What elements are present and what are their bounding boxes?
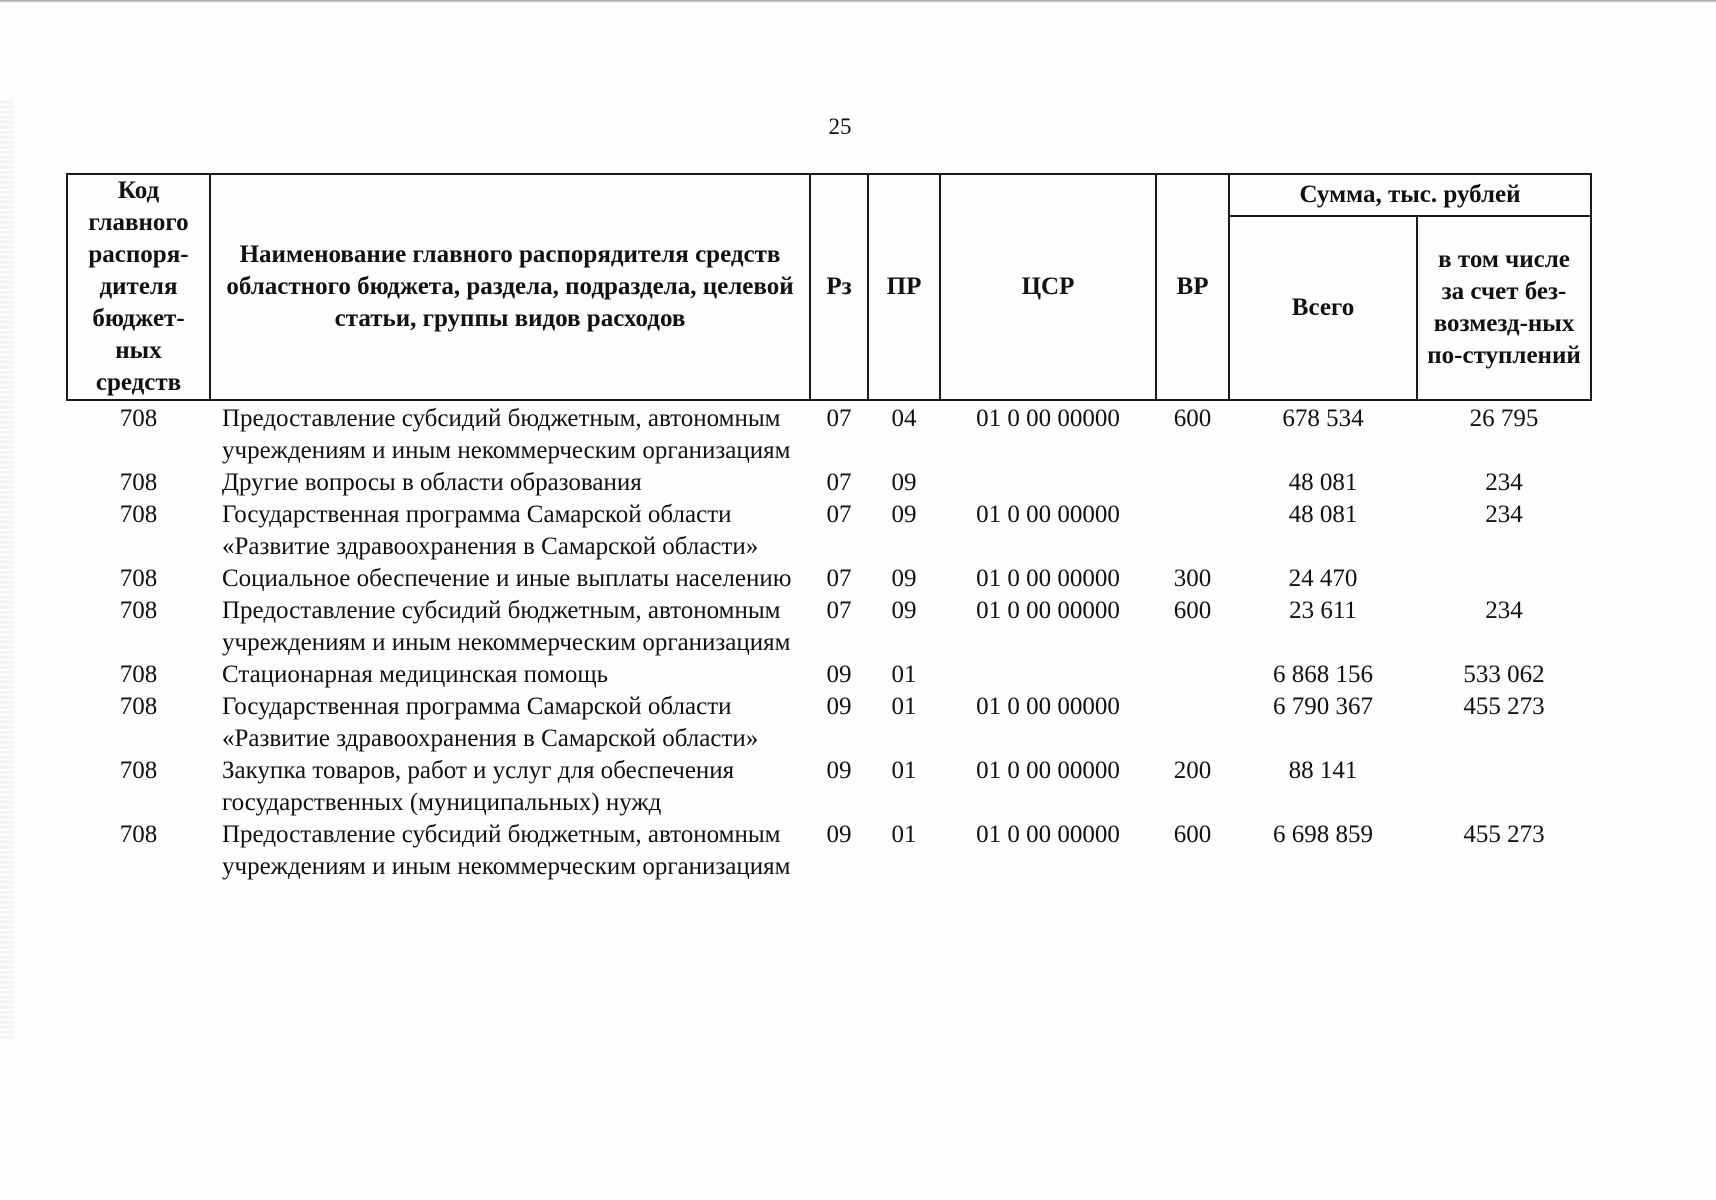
cell-total: 24 470 xyxy=(1288,565,1358,592)
table-row xyxy=(67,755,1591,819)
cell-csr: 01 0 00 00000 xyxy=(976,821,1120,848)
header-vr: ВР xyxy=(1156,174,1229,400)
header-sum-group: Сумма, тыс. рублей xyxy=(1229,174,1591,216)
cell-code: 708 xyxy=(119,661,158,688)
cell-rz: 07 xyxy=(826,405,852,432)
cell-code: 708 xyxy=(119,405,158,432)
cell-code: 708 xyxy=(119,757,158,784)
cell-vr: 300 xyxy=(1173,565,1212,592)
cell-gratuitous: 234 xyxy=(1485,597,1523,624)
cell-csr: 01 0 00 00000 xyxy=(976,597,1120,624)
cell-name: Закупка товаров, работ и услуг для обеспечения государственных (муниципальных) нужд xyxy=(222,757,735,816)
cell-rz: 07 xyxy=(826,565,852,592)
header-code: Код главного распоря-дителя бюджет-ных средств xyxy=(67,174,210,400)
table-body xyxy=(67,400,1591,883)
cell-code: 708 xyxy=(119,821,158,848)
cell-vr xyxy=(1156,659,1229,691)
cell-pr: 01 xyxy=(891,821,917,848)
cell-code: 708 xyxy=(119,565,158,592)
scan-edge xyxy=(0,0,1716,3)
cell-gratuitous: 455 273 xyxy=(1463,821,1545,848)
cell-total: 6 868 156 xyxy=(1273,661,1373,688)
table-header xyxy=(67,174,1591,400)
cell-name: Государственная программа Самарской области «Развитие здравоохранения в Самарской области» xyxy=(222,693,759,752)
table-row xyxy=(67,819,1591,883)
table-row xyxy=(67,400,1591,467)
table-row xyxy=(67,499,1591,563)
cell-vr: 600 xyxy=(1173,597,1212,624)
cell-name: Предоставление субсидий бюджетным, автономным учреждениям и иным некоммерческим организациям xyxy=(222,821,791,880)
cell-total: 23 611 xyxy=(1289,597,1357,624)
budget-table xyxy=(66,173,1592,883)
cell-pr: 09 xyxy=(891,597,917,624)
cell-pr: 01 xyxy=(891,661,917,688)
cell-pr: 01 xyxy=(891,693,917,720)
cell-rz: 09 xyxy=(826,821,852,848)
cell-csr xyxy=(940,659,1156,691)
cell-csr: 01 0 00 00000 xyxy=(976,501,1120,528)
table-row xyxy=(67,595,1591,659)
cell-vr: 200 xyxy=(1173,757,1212,784)
table-row xyxy=(67,467,1591,499)
cell-total: 48 081 xyxy=(1288,501,1358,528)
cell-gratuitous: 455 273 xyxy=(1463,693,1545,720)
header-csr: ЦСР xyxy=(940,174,1156,400)
header-gratuitous: в том числе за счет без-возмезд-ных по-ступлений xyxy=(1417,216,1591,400)
cell-name: Предоставление субсидий бюджетным, автономным учреждениям и иным некоммерческим организациям xyxy=(222,597,791,656)
cell-name: Предоставление субсидий бюджетным, автономным учреждениям и иным некоммерческим организациям xyxy=(222,405,791,464)
cell-pr: 04 xyxy=(891,405,917,432)
cell-csr: 01 0 00 00000 xyxy=(976,693,1120,720)
cell-total: 678 534 xyxy=(1282,405,1364,432)
cell-rz: 09 xyxy=(826,757,852,784)
header-name: Наименование главного распорядителя средств областного бюджета, раздела, подраздела, целевой статьи, группы видов расходов xyxy=(210,174,810,400)
cell-rz: 09 xyxy=(826,693,852,720)
scan-binding-edge xyxy=(0,100,14,1040)
cell-pr: 01 xyxy=(891,757,917,784)
cell-pr: 09 xyxy=(891,501,917,528)
cell-rz: 07 xyxy=(826,469,852,496)
table-row xyxy=(67,691,1591,755)
cell-gratuitous: 533 062 xyxy=(1463,661,1545,688)
cell-code: 708 xyxy=(119,501,158,528)
cell-vr: 600 xyxy=(1173,821,1212,848)
cell-name: Стационарная медицинская помощь xyxy=(222,661,609,688)
cell-gratuitous: 26 795 xyxy=(1469,405,1539,432)
cell-pr: 09 xyxy=(891,469,917,496)
cell-gratuitous: 234 xyxy=(1485,501,1523,528)
cell-gratuitous xyxy=(1417,755,1591,819)
cell-gratuitous: 234 xyxy=(1485,469,1523,496)
cell-vr xyxy=(1156,467,1229,499)
cell-total: 48 081 xyxy=(1288,469,1358,496)
cell-code: 708 xyxy=(119,597,158,624)
cell-rz: 07 xyxy=(826,501,852,528)
cell-vr xyxy=(1156,691,1229,755)
header-rz: Рз xyxy=(810,174,868,400)
cell-csr: 01 0 00 00000 xyxy=(976,757,1120,784)
header-pr: ПР xyxy=(868,174,940,400)
cell-rz: 09 xyxy=(826,661,852,688)
cell-code: 708 xyxy=(119,693,158,720)
cell-rz: 07 xyxy=(826,597,852,624)
cell-name: Другие вопросы в области образования xyxy=(222,469,642,496)
cell-vr: 600 xyxy=(1173,405,1212,432)
cell-code: 708 xyxy=(119,469,158,496)
cell-csr xyxy=(940,467,1156,499)
cell-name: Государственная программа Самарской области «Развитие здравоохранения в Самарской области» xyxy=(222,501,759,560)
table-row xyxy=(67,659,1591,691)
page-number: 25 xyxy=(828,114,852,139)
table-row xyxy=(67,563,1591,595)
cell-csr: 01 0 00 00000 xyxy=(976,405,1120,432)
cell-total: 6 790 367 xyxy=(1273,693,1373,720)
cell-gratuitous xyxy=(1417,563,1591,595)
cell-total: 6 698 859 xyxy=(1273,821,1373,848)
cell-name: Социальное обеспечение и иные выплаты населению xyxy=(222,565,792,592)
cell-total: 88 141 xyxy=(1288,757,1358,784)
header-total: Всего xyxy=(1229,216,1417,400)
cell-vr xyxy=(1156,499,1229,563)
cell-pr: 09 xyxy=(891,565,917,592)
cell-csr: 01 0 00 00000 xyxy=(976,565,1120,592)
